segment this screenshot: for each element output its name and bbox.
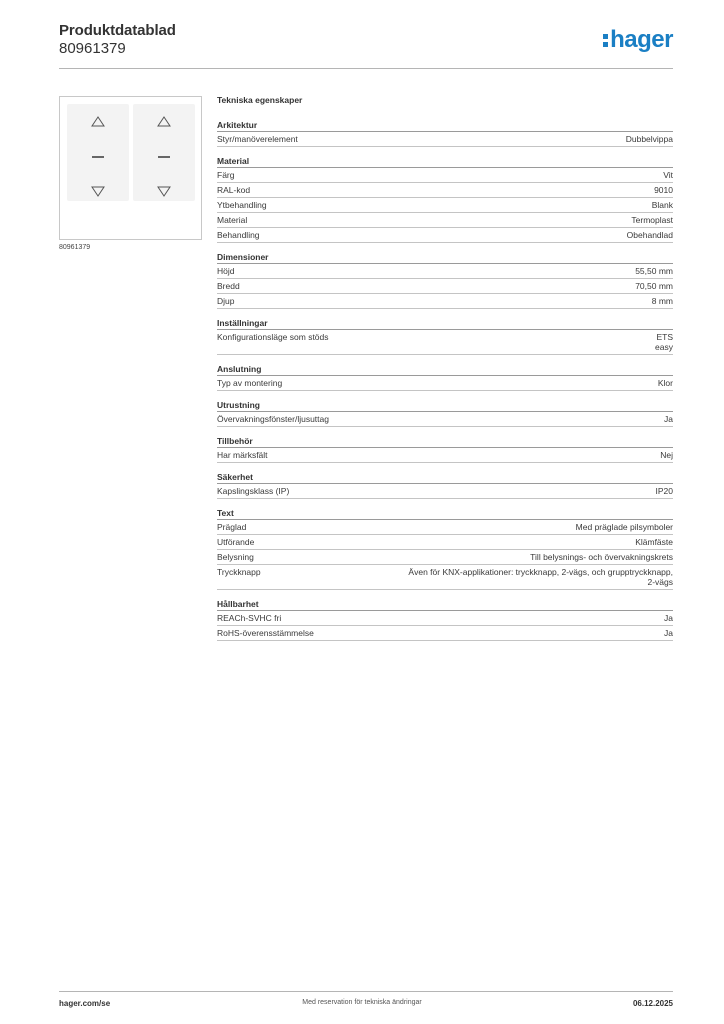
- section-title: Utrustning: [217, 399, 673, 412]
- spec-section: [217, 251, 673, 309]
- section-title: Tillbehör: [217, 435, 673, 448]
- spec-key: Behandling: [217, 230, 260, 240]
- spec-row: [217, 330, 673, 355]
- footer-divider: [59, 991, 673, 992]
- minus-icon: [133, 156, 195, 159]
- rocker-right: [133, 104, 195, 201]
- spec-key: Kapslingsklass (IP): [217, 486, 290, 496]
- spec-value: Blank: [651, 200, 673, 210]
- spec-section: [217, 155, 673, 243]
- header-divider: [59, 68, 673, 69]
- spec-row: [217, 448, 673, 463]
- spec-value: Vit: [663, 170, 673, 180]
- footer-website: hager.com/se: [59, 999, 111, 1008]
- footer-date: 06.12.2025: [632, 999, 673, 1008]
- spec-key: Material: [217, 215, 248, 225]
- section-title: Dimensioner: [217, 251, 673, 264]
- product-image: [59, 96, 202, 240]
- spec-section: [217, 363, 673, 391]
- spec-key: Ytbehandling: [217, 200, 267, 210]
- section-title: Material: [217, 155, 673, 168]
- arrow-down-outline-icon: [67, 186, 129, 197]
- spec-key: Övervakningsfönster/ljusuttag: [217, 414, 329, 424]
- spec-row: [217, 626, 673, 641]
- spec-row: [217, 279, 673, 294]
- technical-specs: [217, 95, 673, 649]
- spec-key: REACh-SVHC fri: [217, 613, 282, 623]
- spec-row: [217, 168, 673, 183]
- rocker-left: [67, 104, 129, 201]
- spec-value: Nej: [660, 450, 673, 460]
- spec-section: [217, 598, 673, 641]
- spec-key: RoHS-överensstämmelse: [217, 628, 314, 638]
- spec-section: [217, 435, 673, 463]
- spec-row: [217, 535, 673, 550]
- section-title: Text: [217, 507, 673, 520]
- spec-value: Termoplast: [631, 215, 673, 225]
- product-number: 80961379: [59, 40, 126, 57]
- spec-key: Belysning: [217, 552, 254, 562]
- logo-text: hager: [610, 26, 673, 53]
- specs-title: Tekniska egenskaper: [217, 95, 303, 105]
- spec-value: 55,50 mm: [635, 266, 673, 276]
- document-title: Produktdatablad: [59, 22, 176, 39]
- spec-value: Ja: [664, 414, 673, 424]
- spec-key: Tryckknapp: [217, 567, 261, 577]
- spec-sections: [217, 119, 673, 641]
- spec-key: Styr/manöverelement: [217, 134, 298, 144]
- arrow-up-outline-icon: [133, 116, 195, 127]
- spec-section: [217, 471, 673, 499]
- spec-row: [217, 520, 673, 535]
- spec-value: Till belysnings- och övervakningskrets: [530, 552, 673, 562]
- spec-section: [217, 317, 673, 355]
- spec-key: Har märksfält: [217, 450, 268, 460]
- spec-key: RAL-kod: [217, 185, 251, 195]
- spec-row: [217, 264, 673, 279]
- spec-section: [217, 119, 673, 147]
- section-title: Inställningar: [217, 317, 673, 330]
- footer-note: Med reservation för tekniska ändringar: [302, 999, 422, 1006]
- spec-row: [217, 198, 673, 213]
- spec-value: Ja: [664, 613, 673, 623]
- spec-key: Djup: [217, 296, 235, 306]
- spec-value: Med präglade pilsymboler: [575, 522, 673, 532]
- hager-logo: [603, 28, 673, 52]
- spec-value: Klor: [657, 378, 673, 388]
- spec-section: [217, 399, 673, 427]
- arrow-up-outline-icon: [67, 116, 129, 127]
- spec-value: 8 mm: [651, 296, 673, 306]
- spec-value: Obehandlad: [626, 230, 673, 240]
- arrow-down-outline-icon: [133, 186, 195, 197]
- spec-row: [217, 565, 673, 590]
- spec-row: [217, 228, 673, 243]
- spec-value: IP20: [655, 486, 673, 496]
- spec-key: Bredd: [217, 281, 240, 291]
- spec-row: [217, 412, 673, 427]
- product-image-caption: 80961379: [59, 244, 91, 251]
- spec-row: [217, 376, 673, 391]
- spec-key: Färg: [217, 170, 235, 180]
- spec-key: Konfigurationsläge som stöds: [217, 332, 329, 342]
- spec-value: ETS easy: [655, 332, 673, 352]
- section-title: Arkitektur: [217, 119, 673, 132]
- section-title: Hållbarhet: [217, 598, 673, 611]
- spec-section: [217, 507, 673, 590]
- spec-row: [217, 132, 673, 147]
- spec-value: 9010: [654, 185, 673, 195]
- spec-value: Även för KNX-applikationer: tryckknapp, 2-vägs, och grupptryckknapp, 2-vägs: [408, 567, 673, 587]
- spec-row: [217, 294, 673, 309]
- spec-row: [217, 183, 673, 198]
- section-title: Anslutning: [217, 363, 673, 376]
- spec-row: [217, 550, 673, 565]
- spec-row: [217, 213, 673, 228]
- section-title: Säkerhet: [217, 471, 673, 484]
- spec-row: [217, 611, 673, 626]
- spec-key: Utförande: [217, 537, 255, 547]
- spec-value: 70,50 mm: [635, 281, 673, 291]
- spec-value: Dubbelvippa: [625, 134, 673, 144]
- spec-value: Klämfäste: [635, 537, 673, 547]
- page-header: [59, 22, 673, 68]
- spec-key: Höjd: [217, 266, 235, 276]
- logo-dots-icon: [603, 32, 609, 48]
- spec-key: Präglad: [217, 522, 247, 532]
- minus-icon: [67, 156, 129, 159]
- spec-key: Typ av montering: [217, 378, 283, 388]
- spec-value: Ja: [664, 628, 673, 638]
- spec-row: [217, 484, 673, 499]
